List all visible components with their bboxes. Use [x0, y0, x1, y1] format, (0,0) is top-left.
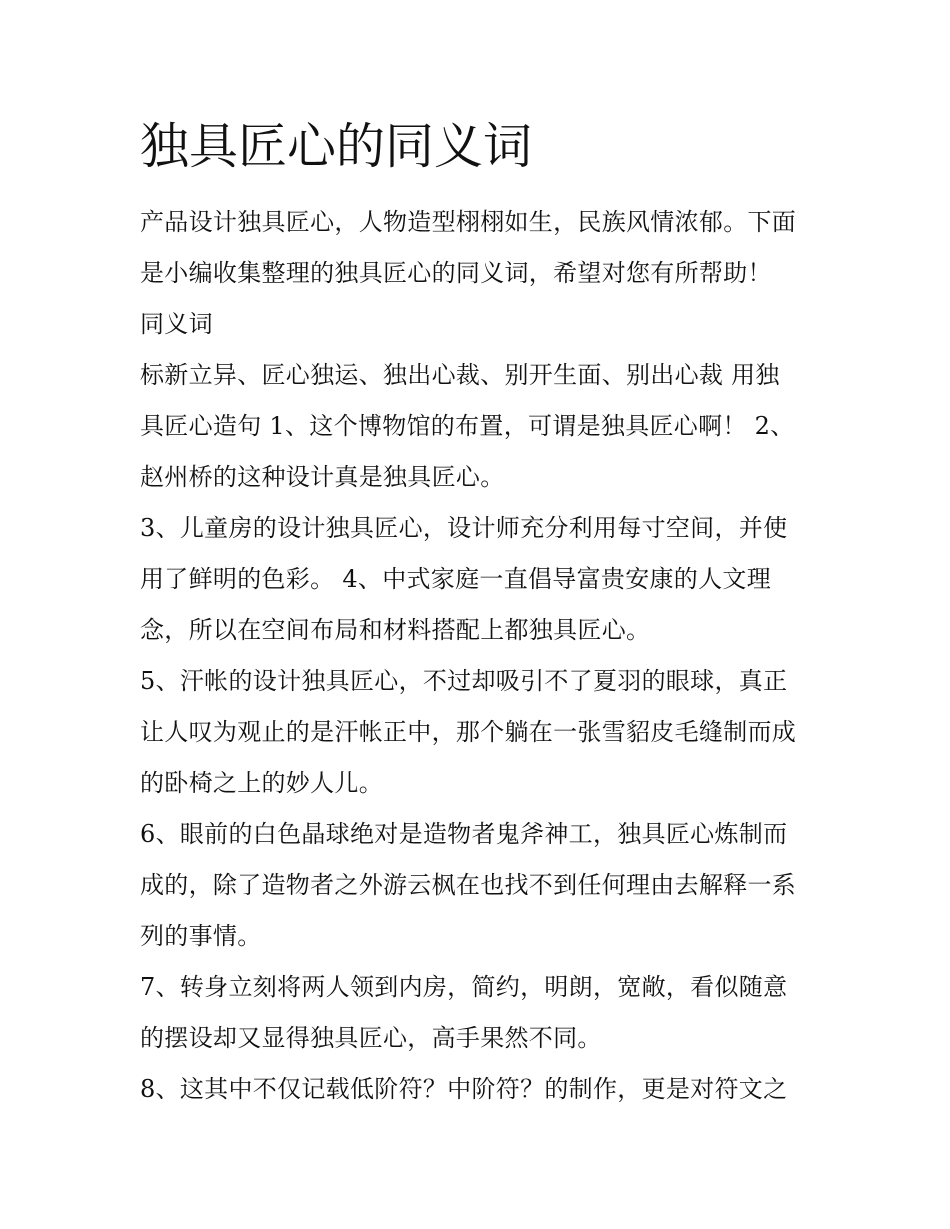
section-heading-synonyms: [140, 299, 820, 350]
text-line: 5、汗帐的设计独具匠心，不过却吸引不了夏羽的眼球，真正: [140, 667, 788, 695]
text-line: 赵州桥的这种设计真是独具匠心。: [140, 463, 505, 491]
text-line: 念，所以在空间布局和材料搭配上都独具匠心。: [140, 616, 651, 644]
text-line: 的摆设却又显得独具匠心，高手果然不同。: [140, 1024, 602, 1052]
paragraph-example-3: [140, 503, 820, 656]
text-line: 成的，除了造物者之外游云枫在也找不到任何理由去解释一系: [140, 871, 797, 899]
text-line: 的卧椅之上的妙人儿。: [140, 769, 383, 797]
document-body: [140, 112, 820, 1115]
paragraph-example-7: [140, 962, 820, 1064]
paragraph-synonym-list: [140, 350, 820, 503]
text-line: 用了鲜明的色彩。 4、中式家庭一直倡导富贵安康的人文理: [140, 565, 771, 593]
text-line: 标新立异、匠心独运、独出心裁、别开生面、别出心裁 用独: [140, 361, 780, 389]
paragraph-intro: [140, 197, 820, 299]
text-line: 8、这其中不仅记载低阶符？中阶符？的制作，更是对符文之: [140, 1075, 788, 1103]
text-line: 让人叹为观止的是汗帐正中，那个躺在一张雪貂皮毛缝制而成: [140, 718, 797, 746]
text-line: 产品设计独具匠心，人物造型栩栩如生，民族风情浓郁。下面: [140, 208, 797, 236]
document-title: 独具匠心的同义词: [140, 118, 533, 175]
text-line: 列的事情。: [140, 922, 262, 950]
text-line: 3、儿童房的设计独具匠心，设计师充分利用每寸空间，并使: [140, 514, 788, 542]
text-line: 是小编收集整理的独具匠心的同义词，希望对您有所帮助！: [140, 259, 772, 287]
text-line: 具匠心造句 1、这个博物馆的布置，可谓是独具匠心啊！ 2、: [140, 412, 795, 440]
paragraph-example-8: [140, 1064, 820, 1115]
paragraph-example-6: [140, 809, 820, 962]
paragraph-example-5: [140, 656, 820, 809]
text-line: 6、眼前的白色晶球绝对是造物者鬼斧神工，独具匠心炼制而: [140, 820, 788, 848]
text-line: 同义词: [140, 310, 213, 338]
text-line: 7、转身立刻将两人领到内房，简约，明朗，宽敞，看似随意: [140, 973, 788, 1001]
